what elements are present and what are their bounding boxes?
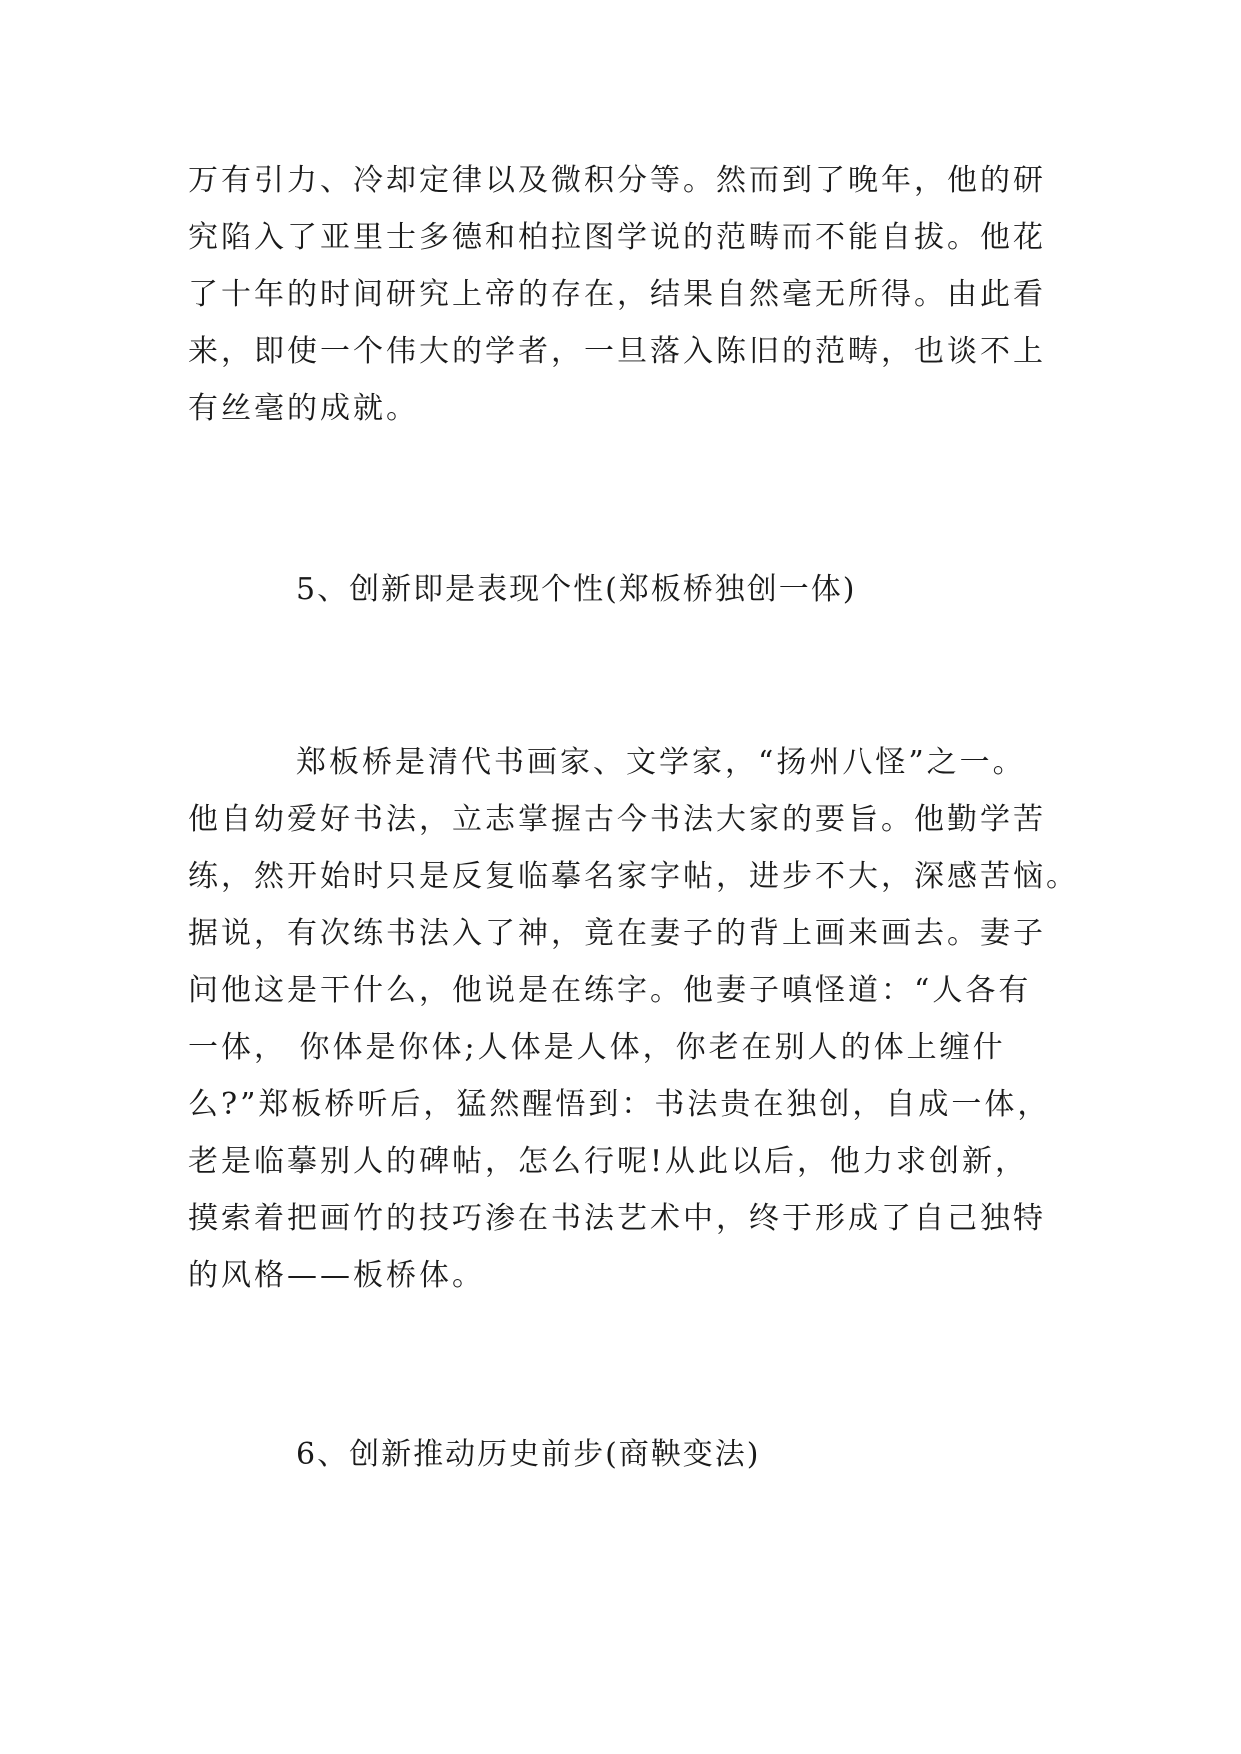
paragraph-1-line-4: 来，即使一个伟大的学者，一旦落入陈旧的范畴，也谈不上 <box>188 334 1046 369</box>
paragraph-2-line-5: 问他这是干什么，他说是在练字。他妻子嗔怪道：“人各有 <box>188 973 1032 1008</box>
section-heading-5: 5、创新即是表现个性(郑板桥独创一体) <box>296 572 857 607</box>
paragraph-1-line-3: 了十年的时间研究上帝的存在，结果自然毫无所得。由此看 <box>188 277 1046 312</box>
paragraph-2-line-2: 他自幼爱好书法，立志掌握古今书法大家的要旨。他勤学苦 <box>188 802 1046 837</box>
paragraph-2-line-1: 郑板桥是清代书画家、文学家，“扬州八怪”之一。 <box>296 745 1026 780</box>
paragraph-2-line-7: 么?”郑板桥听后，猛然醒悟到：书法贵在独创，自成一体， <box>188 1087 1051 1122</box>
paragraph-1-line-1: 万有引力、冷却定律以及微积分等。然而到了晚年，他的研 <box>188 163 1046 198</box>
paragraph-2-line-10: 的风格——板桥体。 <box>188 1258 485 1293</box>
paragraph-2-line-6: 一体， 你体是你体;人体是人体，你老在别人的体上缠什 <box>188 1030 1006 1065</box>
paragraph-1-line-5: 有丝毫的成就。 <box>188 391 419 426</box>
paragraph-2-line-8: 老是临摹别人的碑帖，怎么行呢!从此以后，他力求创新， <box>188 1144 1029 1179</box>
paragraph-2-line-9: 摸索着把画竹的技巧渗在书法艺术中，终于形成了自己独特 <box>188 1201 1046 1236</box>
paragraph-2-line-4: 据说，有次练书法入了神，竟在妻子的背上画来画去。妻子 <box>188 916 1046 951</box>
section-heading-6: 6、创新推动历史前步(商鞅变法) <box>296 1437 761 1472</box>
paragraph-2-line-3: 练，然开始时只是反复临摹名家字帖，进步不大，深感苦恼。 <box>188 859 1079 894</box>
paragraph-1-line-2: 究陷入了亚里士多德和柏拉图学说的范畴而不能自拔。他花 <box>188 220 1046 255</box>
